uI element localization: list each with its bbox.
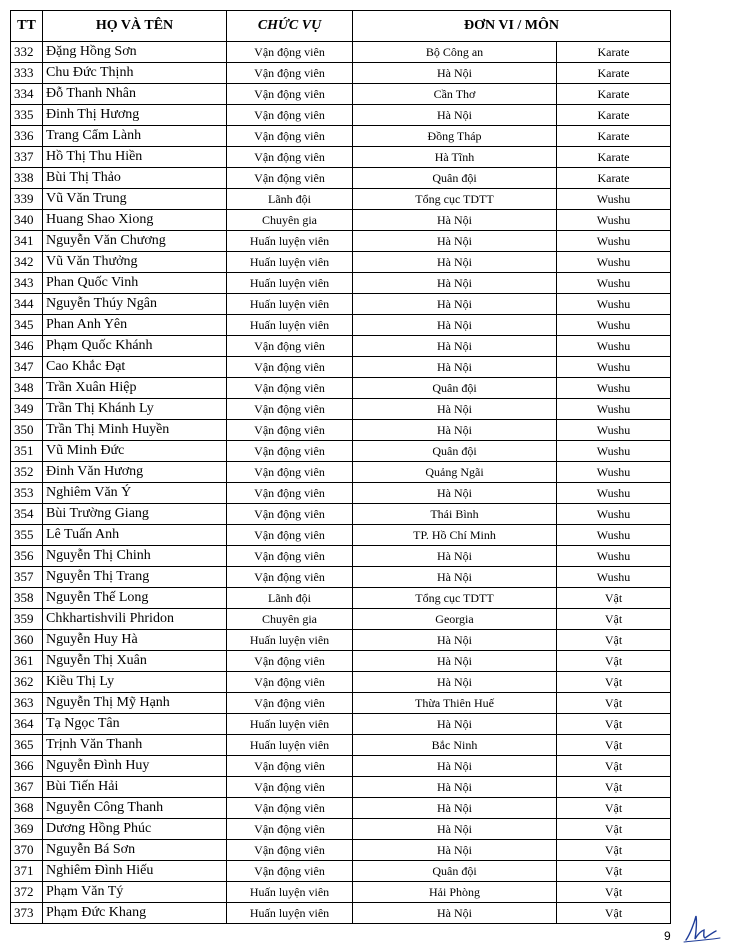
cell-role: Vận động viên [227, 567, 353, 588]
cell-sport: Vật [557, 798, 671, 819]
cell-role: Vận động viên [227, 861, 353, 882]
cell-tt: 364 [11, 714, 43, 735]
cell-name: Nguyễn Bá Sơn [43, 840, 227, 861]
cell-tt: 335 [11, 105, 43, 126]
cell-role: Vận động viên [227, 357, 353, 378]
header-row [11, 11, 671, 42]
cell-sport: Wushu [557, 336, 671, 357]
cell-role: Vận động viên [227, 525, 353, 546]
cell-unit: Hà Nội [353, 651, 557, 672]
cell-name: Vũ Văn Thưởng [43, 252, 227, 273]
cell-unit: Thái Bình [353, 504, 557, 525]
table-row [11, 651, 671, 672]
cell-sport: Wushu [557, 504, 671, 525]
cell-sport: Vật [557, 609, 671, 630]
cell-tt: 332 [11, 42, 43, 63]
cell-name: Trần Thị Minh Huyền [43, 420, 227, 441]
cell-tt: 373 [11, 903, 43, 924]
cell-sport: Wushu [557, 273, 671, 294]
cell-tt: 354 [11, 504, 43, 525]
cell-name: Nguyễn Thúy Ngân [43, 294, 227, 315]
cell-tt: 368 [11, 798, 43, 819]
cell-name: Bùi Thị Thảo [43, 168, 227, 189]
table-row [11, 231, 671, 252]
cell-tt: 358 [11, 588, 43, 609]
table-row [11, 819, 671, 840]
cell-name: Nguyễn Thị Chinh [43, 546, 227, 567]
table-row [11, 798, 671, 819]
table-row [11, 126, 671, 147]
cell-name: Cao Khắc Đạt [43, 357, 227, 378]
cell-sport: Karate [557, 105, 671, 126]
cell-unit: Hà Nội [353, 252, 557, 273]
table-row [11, 483, 671, 504]
cell-tt: 370 [11, 840, 43, 861]
cell-sport: Wushu [557, 252, 671, 273]
roster-table [10, 10, 671, 924]
cell-unit: Hải Phòng [353, 882, 557, 903]
table-row [11, 504, 671, 525]
cell-tt: 345 [11, 315, 43, 336]
cell-unit: Hà Nội [353, 483, 557, 504]
cell-tt: 351 [11, 441, 43, 462]
cell-role: Vận động viên [227, 420, 353, 441]
table-row [11, 777, 671, 798]
cell-role: Huấn luyện viên [227, 315, 353, 336]
cell-unit: Hà Nội [353, 630, 557, 651]
cell-tt: 349 [11, 399, 43, 420]
cell-role: Vận động viên [227, 546, 353, 567]
cell-name: Nguyễn Đình Huy [43, 756, 227, 777]
cell-tt: 357 [11, 567, 43, 588]
cell-role: Vận động viên [227, 651, 353, 672]
cell-unit: Hà Nội [353, 840, 557, 861]
cell-tt: 343 [11, 273, 43, 294]
cell-name: Huang Shao Xiong [43, 210, 227, 231]
cell-role: Huấn luyện viên [227, 714, 353, 735]
cell-unit: Hà Nội [353, 420, 557, 441]
cell-tt: 346 [11, 336, 43, 357]
cell-sport: Wushu [557, 546, 671, 567]
cell-role: Vận động viên [227, 462, 353, 483]
table-row [11, 420, 671, 441]
cell-sport: Vật [557, 882, 671, 903]
cell-name: Vũ Minh Đức [43, 441, 227, 462]
cell-role: Vận động viên [227, 378, 353, 399]
cell-unit: Quân đội [353, 861, 557, 882]
cell-unit: Hà Nội [353, 315, 557, 336]
cell-role: Vận động viên [227, 777, 353, 798]
cell-name: Tạ Ngọc Tân [43, 714, 227, 735]
table-row [11, 672, 671, 693]
cell-tt: 352 [11, 462, 43, 483]
cell-unit: Tổng cục TDTT [353, 588, 557, 609]
cell-name: Đinh Thị Hương [43, 105, 227, 126]
cell-tt: 359 [11, 609, 43, 630]
cell-role: Huấn luyện viên [227, 294, 353, 315]
cell-unit: Tổng cục TDTT [353, 189, 557, 210]
cell-sport: Karate [557, 147, 671, 168]
cell-sport: Wushu [557, 483, 671, 504]
table-row [11, 63, 671, 84]
cell-tt: 366 [11, 756, 43, 777]
table-row [11, 861, 671, 882]
header-name: HỌ VÀ TÊN [43, 11, 227, 42]
cell-tt: 369 [11, 819, 43, 840]
cell-role: Vận động viên [227, 42, 353, 63]
cell-role: Vận động viên [227, 126, 353, 147]
cell-name: Trần Xuân Hiệp [43, 378, 227, 399]
cell-tt: 337 [11, 147, 43, 168]
cell-role: Vận động viên [227, 168, 353, 189]
cell-tt: 344 [11, 294, 43, 315]
cell-tt: 348 [11, 378, 43, 399]
cell-sport: Vật [557, 840, 671, 861]
table-row [11, 273, 671, 294]
cell-role: Lãnh đội [227, 588, 353, 609]
table-header [11, 11, 671, 42]
cell-sport: Wushu [557, 399, 671, 420]
cell-name: Nguyễn Văn Chương [43, 231, 227, 252]
cell-unit: Hà Nội [353, 399, 557, 420]
cell-name: Nguyễn Công Thanh [43, 798, 227, 819]
table-row [11, 84, 671, 105]
cell-role: Vận động viên [227, 756, 353, 777]
table-row [11, 630, 671, 651]
cell-name: Bùi Tiến Hải [43, 777, 227, 798]
cell-role: Vận động viên [227, 840, 353, 861]
cell-name: Đinh Văn Hương [43, 462, 227, 483]
cell-name: Trang Cẩm Lành [43, 126, 227, 147]
table-row [11, 399, 671, 420]
table-row [11, 588, 671, 609]
cell-name: Nguyễn Thị Trang [43, 567, 227, 588]
table-row [11, 378, 671, 399]
cell-sport: Karate [557, 168, 671, 189]
cell-unit: Hà Nội [353, 672, 557, 693]
cell-sport: Vật [557, 777, 671, 798]
cell-unit: Hà Nội [353, 210, 557, 231]
cell-sport: Karate [557, 42, 671, 63]
cell-name: Hồ Thị Thu Hiền [43, 147, 227, 168]
cell-sport: Wushu [557, 315, 671, 336]
cell-tt: 333 [11, 63, 43, 84]
cell-name: Phạm Đức Khang [43, 903, 227, 924]
table-row [11, 42, 671, 63]
cell-sport: Wushu [557, 567, 671, 588]
cell-unit: Thừa Thiên Huế [353, 693, 557, 714]
cell-sport: Vật [557, 903, 671, 924]
cell-tt: 356 [11, 546, 43, 567]
table-row [11, 903, 671, 924]
cell-sport: Vật [557, 819, 671, 840]
cell-tt: 334 [11, 84, 43, 105]
cell-role: Vận động viên [227, 483, 353, 504]
cell-name: Nguyễn Huy Hà [43, 630, 227, 651]
cell-tt: 367 [11, 777, 43, 798]
cell-tt: 353 [11, 483, 43, 504]
cell-name: Nghiêm Văn Ý [43, 483, 227, 504]
cell-unit: Hà Nội [353, 63, 557, 84]
cell-unit: Hà Nội [353, 819, 557, 840]
cell-unit: Đồng Tháp [353, 126, 557, 147]
cell-tt: 341 [11, 231, 43, 252]
header-unit: ĐƠN VI / MÔN [353, 11, 671, 42]
cell-role: Vận động viên [227, 336, 353, 357]
cell-name: Nghiêm Đình Hiếu [43, 861, 227, 882]
cell-sport: Vật [557, 588, 671, 609]
cell-role: Vận động viên [227, 147, 353, 168]
cell-unit: Cần Thơ [353, 84, 557, 105]
table-row [11, 105, 671, 126]
cell-name: Trịnh Văn Thanh [43, 735, 227, 756]
cell-name: Phạm Quốc Khánh [43, 336, 227, 357]
cell-sport: Wushu [557, 357, 671, 378]
cell-name: Trần Thị Khánh Ly [43, 399, 227, 420]
cell-name: Kiều Thị Ly [43, 672, 227, 693]
cell-role: Vận động viên [227, 798, 353, 819]
cell-name: Đỗ Thanh Nhân [43, 84, 227, 105]
cell-name: Lê Tuấn Anh [43, 525, 227, 546]
cell-unit: TP. Hồ Chí Minh [353, 525, 557, 546]
table-row [11, 357, 671, 378]
cell-role: Huấn luyện viên [227, 630, 353, 651]
cell-name: Nguyễn Thị Mỹ Hạnh [43, 693, 227, 714]
table-row [11, 567, 671, 588]
table-row [11, 882, 671, 903]
table-row [11, 609, 671, 630]
cell-sport: Wushu [557, 294, 671, 315]
table-row [11, 735, 671, 756]
cell-unit: Hà Tĩnh [353, 147, 557, 168]
cell-name: Bùi Trường Giang [43, 504, 227, 525]
cell-name: Nguyễn Thế Long [43, 588, 227, 609]
table-row [11, 525, 671, 546]
cell-sport: Wushu [557, 231, 671, 252]
cell-unit: Bắc Ninh [353, 735, 557, 756]
cell-role: Chuyên gia [227, 210, 353, 231]
cell-tt: 360 [11, 630, 43, 651]
cell-unit: Hà Nội [353, 231, 557, 252]
cell-unit: Hà Nội [353, 105, 557, 126]
cell-sport: Wushu [557, 210, 671, 231]
cell-name: Chkhartishvili Phridon [43, 609, 227, 630]
cell-tt: 361 [11, 651, 43, 672]
table-row [11, 462, 671, 483]
cell-role: Chuyên gia [227, 609, 353, 630]
cell-unit: Hà Nội [353, 756, 557, 777]
cell-name: Vũ Văn Trung [43, 189, 227, 210]
cell-name: Chu Đức Thịnh [43, 63, 227, 84]
cell-name: Đặng Hồng Sơn [43, 42, 227, 63]
table-row [11, 441, 671, 462]
cell-tt: 372 [11, 882, 43, 903]
cell-tt: 355 [11, 525, 43, 546]
cell-name: Phạm Văn Tý [43, 882, 227, 903]
cell-tt: 362 [11, 672, 43, 693]
cell-sport: Vật [557, 630, 671, 651]
cell-role: Vận động viên [227, 63, 353, 84]
cell-unit: Hà Nội [353, 336, 557, 357]
cell-unit: Hà Nội [353, 294, 557, 315]
cell-name: Nguyễn Thị Xuân [43, 651, 227, 672]
table-row [11, 147, 671, 168]
cell-role: Vận động viên [227, 105, 353, 126]
cell-name: Phan Quốc Vinh [43, 273, 227, 294]
cell-unit: Quân đội [353, 441, 557, 462]
cell-role: Vận động viên [227, 693, 353, 714]
cell-sport: Wushu [557, 420, 671, 441]
cell-tt: 365 [11, 735, 43, 756]
cell-tt: 371 [11, 861, 43, 882]
cell-sport: Vật [557, 714, 671, 735]
cell-unit: Hà Nội [353, 546, 557, 567]
cell-tt: 363 [11, 693, 43, 714]
cell-unit: Hà Nội [353, 273, 557, 294]
cell-unit: Hà Nội [353, 357, 557, 378]
table-row [11, 693, 671, 714]
cell-sport: Karate [557, 126, 671, 147]
cell-tt: 339 [11, 189, 43, 210]
cell-sport: Wushu [557, 525, 671, 546]
cell-unit: Hà Nội [353, 903, 557, 924]
header-tt: TT [11, 11, 43, 42]
cell-unit: Hà Nội [353, 714, 557, 735]
table-row [11, 714, 671, 735]
cell-tt: 342 [11, 252, 43, 273]
table-row [11, 756, 671, 777]
table-row [11, 315, 671, 336]
table-row [11, 336, 671, 357]
cell-role: Vận động viên [227, 672, 353, 693]
cell-unit: Quân đội [353, 168, 557, 189]
header-role: CHỨC VỤ [227, 11, 353, 42]
cell-role: Vận động viên [227, 441, 353, 462]
cell-role: Vận động viên [227, 84, 353, 105]
cell-unit: Bộ Công an [353, 42, 557, 63]
cell-sport: Vật [557, 735, 671, 756]
cell-sport: Vật [557, 672, 671, 693]
cell-unit: Hà Nội [353, 798, 557, 819]
cell-unit: Quảng Ngãi [353, 462, 557, 483]
cell-sport: Wushu [557, 441, 671, 462]
table-row [11, 210, 671, 231]
table-row [11, 252, 671, 273]
cell-unit: Hà Nội [353, 567, 557, 588]
cell-sport: Karate [557, 84, 671, 105]
cell-sport: Karate [557, 63, 671, 84]
cell-role: Lãnh đội [227, 189, 353, 210]
cell-unit: Georgia [353, 609, 557, 630]
cell-tt: 338 [11, 168, 43, 189]
cell-tt: 340 [11, 210, 43, 231]
cell-role: Huấn luyện viên [227, 231, 353, 252]
cell-name: Phan Anh Yên [43, 315, 227, 336]
cell-role: Vận động viên [227, 504, 353, 525]
table-row [11, 294, 671, 315]
table-row [11, 168, 671, 189]
cell-tt: 336 [11, 126, 43, 147]
cell-sport: Wushu [557, 378, 671, 399]
table-row [11, 546, 671, 567]
cell-sport: Vật [557, 693, 671, 714]
signature-mark [680, 912, 724, 944]
cell-tt: 350 [11, 420, 43, 441]
cell-sport: Vật [557, 756, 671, 777]
cell-name: Dương Hồng Phúc [43, 819, 227, 840]
cell-role: Huấn luyện viên [227, 735, 353, 756]
table-row [11, 189, 671, 210]
cell-role: Huấn luyện viên [227, 882, 353, 903]
table-row [11, 840, 671, 861]
cell-sport: Wushu [557, 189, 671, 210]
cell-sport: Vật [557, 861, 671, 882]
cell-tt: 347 [11, 357, 43, 378]
cell-unit: Quân đội [353, 378, 557, 399]
cell-unit: Hà Nội [353, 777, 557, 798]
table-body [11, 42, 671, 924]
cell-role: Vận động viên [227, 819, 353, 840]
cell-role: Vận động viên [227, 399, 353, 420]
cell-role: Huấn luyện viên [227, 903, 353, 924]
cell-role: Huấn luyện viên [227, 252, 353, 273]
page-number: 9 [664, 929, 671, 943]
cell-sport: Vật [557, 651, 671, 672]
cell-sport: Wushu [557, 462, 671, 483]
cell-role: Huấn luyện viên [227, 273, 353, 294]
